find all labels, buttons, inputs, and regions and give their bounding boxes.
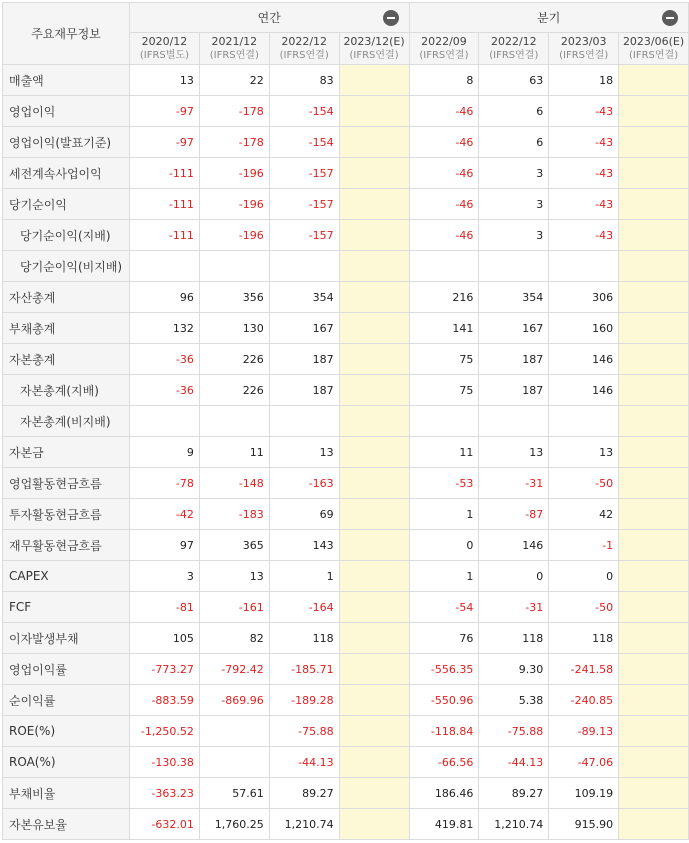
table-corner-label: 주요재무정보	[3, 3, 130, 65]
value-cell	[619, 282, 689, 313]
value-cell: 0	[549, 561, 619, 592]
value-cell	[619, 623, 689, 654]
value-cell	[619, 375, 689, 406]
value-cell	[339, 65, 409, 96]
value-cell	[619, 251, 689, 282]
value-cell	[409, 406, 479, 437]
period-date: 2021/12	[211, 34, 258, 48]
value-cell: -157	[269, 220, 339, 251]
value-cell: 118	[269, 623, 339, 654]
value-cell: 130	[199, 313, 269, 344]
table-row	[3, 437, 689, 468]
period-date: 2023/03	[560, 34, 607, 48]
value-cell	[619, 313, 689, 344]
period-date: 2023/06(E)	[622, 34, 685, 48]
value-cell: 89.27	[479, 778, 549, 809]
period-basis: (IFRS연결)	[489, 49, 539, 61]
value-cell	[339, 623, 409, 654]
value-cell: 69	[269, 499, 339, 530]
value-cell: 11	[409, 437, 479, 468]
table-row	[3, 499, 689, 530]
value-cell: -46	[409, 189, 479, 220]
row-label: 자본총계(지배)	[3, 375, 130, 406]
row-label: ROA(%)	[3, 747, 130, 778]
financial-summary-table	[2, 2, 689, 840]
value-cell: -43	[549, 220, 619, 251]
value-cell	[339, 716, 409, 747]
value-cell: -53	[409, 468, 479, 499]
value-cell: 42	[549, 499, 619, 530]
value-cell: 915.90	[549, 809, 619, 840]
row-label: ROE(%)	[3, 716, 130, 747]
period-basis: (IFRS연결)	[279, 49, 329, 61]
value-cell: -44.13	[479, 747, 549, 778]
period-date: 2022/12	[490, 34, 537, 48]
value-cell: 146	[479, 530, 549, 561]
row-label: CAPEX	[3, 561, 130, 592]
value-cell: 63	[479, 65, 549, 96]
value-cell: -196	[199, 220, 269, 251]
period-header	[199, 33, 269, 65]
value-cell: 13	[269, 437, 339, 468]
value-cell: 3	[479, 158, 549, 189]
value-cell	[269, 251, 339, 282]
value-cell	[619, 437, 689, 468]
value-cell: 146	[549, 375, 619, 406]
value-cell	[339, 685, 409, 716]
value-cell: 226	[199, 375, 269, 406]
value-cell	[339, 499, 409, 530]
value-cell: -36	[130, 375, 200, 406]
value-cell: 13	[130, 65, 200, 96]
value-cell	[619, 344, 689, 375]
row-label: 당기순이익	[3, 189, 130, 220]
value-cell: 96	[130, 282, 200, 313]
value-cell: -164	[269, 592, 339, 623]
value-cell: 146	[549, 344, 619, 375]
row-label: 당기순이익(비지배)	[3, 251, 130, 282]
value-cell	[479, 251, 549, 282]
value-cell	[339, 158, 409, 189]
value-cell	[199, 747, 269, 778]
row-label: 영업이익률	[3, 654, 130, 685]
value-cell: -363.23	[130, 778, 200, 809]
value-cell: -97	[130, 96, 200, 127]
value-cell: 365	[199, 530, 269, 561]
value-cell: -87	[479, 499, 549, 530]
value-cell: 13	[549, 437, 619, 468]
table-row	[3, 530, 689, 561]
value-cell: 1	[269, 561, 339, 592]
value-cell: -54	[409, 592, 479, 623]
table-row	[3, 313, 689, 344]
row-label: 투자활동현금흐름	[3, 499, 130, 530]
value-cell: 13	[199, 561, 269, 592]
value-cell: -241.58	[549, 654, 619, 685]
value-cell	[619, 654, 689, 685]
value-cell	[339, 592, 409, 623]
value-cell	[339, 778, 409, 809]
value-cell: -240.85	[549, 685, 619, 716]
value-cell: -111	[130, 189, 200, 220]
value-cell: 6	[479, 127, 549, 158]
row-label: 부채총계	[3, 313, 130, 344]
value-cell: 187	[269, 344, 339, 375]
value-cell: 167	[269, 313, 339, 344]
value-cell: -31	[479, 592, 549, 623]
value-cell	[339, 96, 409, 127]
value-cell	[619, 530, 689, 561]
value-cell: 0	[409, 530, 479, 561]
value-cell: 132	[130, 313, 200, 344]
value-cell	[339, 809, 409, 840]
value-cell: -43	[549, 158, 619, 189]
value-cell: 89.27	[269, 778, 339, 809]
value-cell	[409, 251, 479, 282]
table-row	[3, 344, 689, 375]
value-cell	[619, 220, 689, 251]
table-row	[3, 189, 689, 220]
value-cell	[339, 406, 409, 437]
row-label: 영업활동현금흐름	[3, 468, 130, 499]
value-cell	[339, 437, 409, 468]
quarterly-title: 분기	[537, 11, 561, 25]
value-cell: -50	[549, 468, 619, 499]
row-label: 자본유보율	[3, 809, 130, 840]
value-cell	[619, 561, 689, 592]
row-label: 영업이익	[3, 96, 130, 127]
period-basis: (IFRS연결)	[209, 49, 259, 61]
value-cell	[339, 468, 409, 499]
value-cell	[619, 127, 689, 158]
value-cell: 75	[409, 344, 479, 375]
value-cell: 187	[479, 375, 549, 406]
value-cell: -50	[549, 592, 619, 623]
value-cell: 354	[479, 282, 549, 313]
value-cell: -43	[549, 127, 619, 158]
value-cell: -178	[199, 127, 269, 158]
value-cell: -89.13	[549, 716, 619, 747]
value-cell: -46	[409, 127, 479, 158]
value-cell: -47.06	[549, 747, 619, 778]
row-label: 부채비율	[3, 778, 130, 809]
value-cell	[479, 406, 549, 437]
value-cell: -46	[409, 220, 479, 251]
table-row	[3, 809, 689, 840]
value-cell: 9	[130, 437, 200, 468]
value-cell: 186.46	[409, 778, 479, 809]
period-basis: (IFRS연결)	[349, 49, 399, 61]
table-row	[3, 375, 689, 406]
value-cell: -556.35	[409, 654, 479, 685]
annual-header	[130, 3, 410, 33]
value-cell: 1	[409, 499, 479, 530]
period-header	[409, 33, 479, 65]
period-basis: (IFRS연결)	[419, 49, 469, 61]
value-cell: 1	[409, 561, 479, 592]
value-cell	[549, 251, 619, 282]
value-cell: -43	[549, 96, 619, 127]
value-cell: 143	[269, 530, 339, 561]
table-row	[3, 251, 689, 282]
value-cell: 306	[549, 282, 619, 313]
value-cell	[619, 747, 689, 778]
value-cell: -178	[199, 96, 269, 127]
value-cell: 160	[549, 313, 619, 344]
value-cell: 75	[409, 375, 479, 406]
value-cell: -792.42	[199, 654, 269, 685]
value-cell: 3	[479, 220, 549, 251]
value-cell: -81	[130, 592, 200, 623]
value-cell: 8	[409, 65, 479, 96]
table-row	[3, 561, 689, 592]
value-cell	[339, 189, 409, 220]
value-cell: -46	[409, 96, 479, 127]
value-cell	[619, 65, 689, 96]
period-date: 2023/12(E)	[343, 34, 405, 48]
value-cell: -78	[130, 468, 200, 499]
value-cell: -31	[479, 468, 549, 499]
value-cell: -196	[199, 189, 269, 220]
period-date: 2022/12	[281, 34, 328, 48]
period-header	[549, 33, 619, 65]
period-header	[479, 33, 549, 65]
table-row	[3, 406, 689, 437]
value-cell: 57.61	[199, 778, 269, 809]
value-cell	[619, 716, 689, 747]
value-cell: -130.38	[130, 747, 200, 778]
value-cell	[199, 406, 269, 437]
value-cell: -632.01	[130, 809, 200, 840]
value-cell: 13	[479, 437, 549, 468]
value-cell: 118	[549, 623, 619, 654]
value-cell	[339, 344, 409, 375]
value-cell: 216	[409, 282, 479, 313]
value-cell	[130, 251, 200, 282]
value-cell: -44.13	[269, 747, 339, 778]
annual-title: 연간	[257, 11, 281, 25]
row-label: 이자발생부채	[3, 623, 130, 654]
table-row	[3, 96, 689, 127]
table-row	[3, 65, 689, 96]
value-cell: 354	[269, 282, 339, 313]
value-cell: 11	[199, 437, 269, 468]
table-body	[3, 65, 689, 840]
value-cell	[619, 96, 689, 127]
value-cell	[199, 716, 269, 747]
value-cell: 109.19	[549, 778, 619, 809]
table-row	[3, 220, 689, 251]
row-label: 자본총계	[3, 344, 130, 375]
row-label: 자본총계(비지배)	[3, 406, 130, 437]
value-cell: 3	[479, 189, 549, 220]
period-header	[339, 33, 409, 65]
value-cell	[339, 220, 409, 251]
value-cell	[339, 530, 409, 561]
value-cell	[619, 685, 689, 716]
row-label: 매출액	[3, 65, 130, 96]
row-label: 재무활동현금흐름	[3, 530, 130, 561]
table-row	[3, 158, 689, 189]
value-cell	[619, 778, 689, 809]
value-cell: -154	[269, 96, 339, 127]
value-cell	[619, 158, 689, 189]
period-basis: (IFRS연결)	[629, 49, 679, 61]
value-cell: 118	[479, 623, 549, 654]
value-cell: -46	[409, 158, 479, 189]
value-cell: -773.27	[130, 654, 200, 685]
value-cell	[619, 406, 689, 437]
value-cell: 18	[549, 65, 619, 96]
value-cell: -75.88	[269, 716, 339, 747]
period-header	[130, 33, 200, 65]
value-cell: -157	[269, 158, 339, 189]
value-cell: -183	[199, 499, 269, 530]
value-cell	[339, 313, 409, 344]
row-label: 당기순이익(지배)	[3, 220, 130, 251]
value-cell: 0	[479, 561, 549, 592]
value-cell	[269, 406, 339, 437]
period-header	[619, 33, 689, 65]
row-label: 세전계속사업이익	[3, 158, 130, 189]
value-cell: -869.96	[199, 685, 269, 716]
value-cell	[549, 406, 619, 437]
value-cell: -154	[269, 127, 339, 158]
annual-collapse-minus-icon[interactable]	[383, 10, 399, 26]
row-label: FCF	[3, 592, 130, 623]
table-row	[3, 468, 689, 499]
row-label: 순이익률	[3, 685, 130, 716]
value-cell: 5.38	[479, 685, 549, 716]
value-cell: -43	[549, 189, 619, 220]
value-cell	[199, 251, 269, 282]
value-cell: 76	[409, 623, 479, 654]
value-cell: 187	[269, 375, 339, 406]
value-cell	[339, 561, 409, 592]
value-cell: -97	[130, 127, 200, 158]
value-cell: 83	[269, 65, 339, 96]
value-cell	[619, 499, 689, 530]
table-row	[3, 747, 689, 778]
value-cell	[619, 809, 689, 840]
value-cell: -148	[199, 468, 269, 499]
value-cell: -111	[130, 158, 200, 189]
value-cell	[339, 654, 409, 685]
table-row	[3, 685, 689, 716]
value-cell: -75.88	[479, 716, 549, 747]
value-cell: 187	[479, 344, 549, 375]
value-cell	[339, 251, 409, 282]
value-cell: 105	[130, 623, 200, 654]
value-cell: 6	[479, 96, 549, 127]
table-row	[3, 592, 689, 623]
quarterly-header	[409, 3, 689, 33]
value-cell	[339, 282, 409, 313]
value-cell: -66.56	[409, 747, 479, 778]
table-row	[3, 716, 689, 747]
value-cell: 1,760.25	[199, 809, 269, 840]
value-cell: -185.71	[269, 654, 339, 685]
value-cell: -550.96	[409, 685, 479, 716]
value-cell: 1,210.74	[479, 809, 549, 840]
value-cell: -118.84	[409, 716, 479, 747]
value-cell: -42	[130, 499, 200, 530]
period-header	[269, 33, 339, 65]
value-cell: -111	[130, 220, 200, 251]
row-label: 자산총계	[3, 282, 130, 313]
value-cell	[339, 747, 409, 778]
period-date: 2020/12	[141, 34, 188, 48]
value-cell: 226	[199, 344, 269, 375]
value-cell: 97	[130, 530, 200, 561]
value-cell: -1	[549, 530, 619, 561]
value-cell: 9.30	[479, 654, 549, 685]
value-cell	[339, 127, 409, 158]
period-date: 2022/09	[421, 34, 467, 48]
row-label: 자본금	[3, 437, 130, 468]
value-cell: 167	[479, 313, 549, 344]
value-cell: 419.81	[409, 809, 479, 840]
value-cell: -196	[199, 158, 269, 189]
table-row	[3, 282, 689, 313]
value-cell	[619, 468, 689, 499]
table-row	[3, 654, 689, 685]
value-cell: -1,250.52	[130, 716, 200, 747]
value-cell	[339, 375, 409, 406]
value-cell: 356	[199, 282, 269, 313]
row-label: 영업이익(발표기준)	[3, 127, 130, 158]
value-cell: 141	[409, 313, 479, 344]
value-cell: -36	[130, 344, 200, 375]
table-row	[3, 127, 689, 158]
value-cell: -883.59	[130, 685, 200, 716]
value-cell: -161	[199, 592, 269, 623]
table-row	[3, 778, 689, 809]
value-cell: 1,210.74	[269, 809, 339, 840]
value-cell	[619, 189, 689, 220]
period-basis: (IFRS별도)	[139, 49, 189, 61]
quarterly-collapse-minus-icon[interactable]	[662, 10, 678, 26]
value-cell: 82	[199, 623, 269, 654]
value-cell: 3	[130, 561, 200, 592]
value-cell: -189.28	[269, 685, 339, 716]
value-cell: 22	[199, 65, 269, 96]
table-row	[3, 623, 689, 654]
period-basis: (IFRS연결)	[559, 49, 609, 61]
value-cell	[619, 592, 689, 623]
value-cell: -163	[269, 468, 339, 499]
value-cell	[130, 406, 200, 437]
value-cell: -157	[269, 189, 339, 220]
